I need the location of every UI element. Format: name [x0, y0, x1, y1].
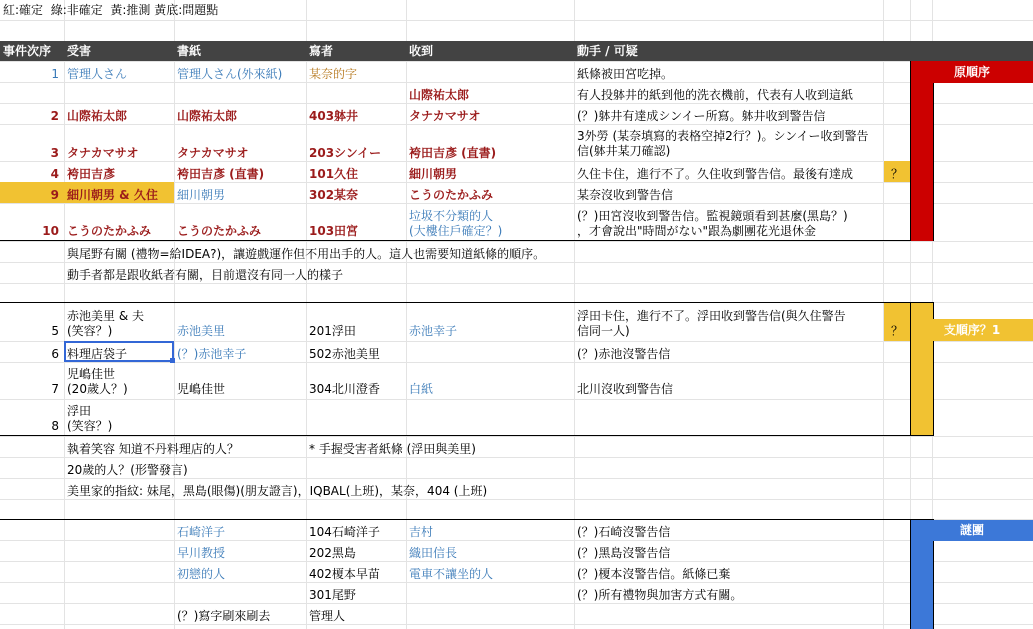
receiver-cell[interactable]: 白紙: [409, 382, 434, 396]
legend-green: 綠:非確定: [50, 2, 103, 17]
victim-cell[interactable]: 赤池美里 & 夫 (笑容？): [67, 309, 144, 338]
writer-cell[interactable]: 502赤池美里: [309, 347, 380, 361]
receiver-cell[interactable]: 電車不讓坐的人: [409, 567, 494, 581]
table-row: [0, 161, 1033, 182]
note-cell[interactable]: 美里家的指紋: 妹尾，黑島(眼傷)(朋友證言)，IQBAL(上班)，某奈，404 (上班): [67, 484, 488, 498]
letter-cell[interactable]: (？)赤池幸子: [177, 347, 247, 361]
writer-cell[interactable]: 管理人: [309, 609, 346, 623]
receiver-cell[interactable]: こうのたかふみ: [409, 188, 494, 202]
order-cell[interactable]: 1: [51, 67, 59, 81]
letter-cell[interactable]: タナカマサオ: [177, 146, 249, 160]
header-receiver[interactable]: 收到: [409, 43, 434, 58]
selected-cell[interactable]: 料理店袋子: [64, 341, 174, 362]
actor-cell[interactable]: (？)田宮沒收到警告信。監視鏡頭看到甚麼(黑島？) ，才會說出"時間がない"跟為劇團花光退休金: [577, 209, 848, 238]
legend-red: 紅:確定: [3, 2, 44, 17]
writer-cell[interactable]: 304北川澄香: [309, 382, 380, 396]
table-row: [0, 61, 1033, 82]
actor-cell[interactable]: 有人投躰井的紙到他的洗衣機前，代表有人收到這紙: [577, 88, 854, 102]
letter-cell[interactable]: 細川朝男: [177, 188, 226, 202]
letter-cell[interactable]: 管理人さん(外來紙): [177, 67, 283, 81]
note-row: [0, 262, 1033, 283]
writer-cell[interactable]: 301尾野: [309, 588, 356, 602]
order-cell[interactable]: 9: [0, 182, 64, 203]
header-letter[interactable]: 書紙: [177, 43, 202, 58]
note-cell[interactable]: 與尾野有關 (禮物=給IDEA?)，讓遊戲運作但不用出手的人。這人也需要知道紙條的順序。: [67, 247, 546, 261]
actor-cell[interactable]: (？)石崎沒警告信: [577, 525, 671, 539]
header-order[interactable]: 事件次序: [3, 43, 52, 58]
section-label-original-order[interactable]: 原順序: [911, 61, 1033, 83]
writer-cell[interactable]: 302某奈: [309, 188, 359, 202]
writer-cell[interactable]: 103田宮: [309, 224, 359, 238]
table-row: [0, 203, 1033, 241]
section-label-mystery[interactable]: 謎團: [911, 520, 1033, 541]
note-row: [0, 241, 1033, 262]
receiver-cell[interactable]: タナカマサオ: [409, 109, 481, 123]
receiver-cell[interactable]: 吉村: [409, 525, 434, 539]
note-row: [0, 436, 1033, 457]
writer-cell[interactable]: 202黑島: [309, 546, 356, 560]
actor-cell[interactable]: 北川沒收到警告信: [577, 382, 674, 396]
table-row: [0, 124, 1033, 161]
letter-cell[interactable]: 山際祐太郎: [177, 109, 238, 123]
table-row: [0, 582, 1033, 603]
question-cell[interactable]: ？: [884, 303, 910, 341]
letter-cell[interactable]: 袴田吉彥 (直書): [177, 167, 265, 181]
writer-cell[interactable]: 203シンイー: [309, 146, 382, 160]
receiver-cell[interactable]: 山際祐太郎: [409, 88, 470, 102]
header-writer[interactable]: 寫者: [309, 43, 334, 58]
note-cell[interactable]: * 手握受害者紙條 (浮田與美里): [309, 442, 476, 456]
letter-cell[interactable]: 児嶋佳世: [177, 382, 226, 396]
actor-cell[interactable]: 久住卡住，進行不了。久住收到警告信。最後有達成: [577, 167, 854, 181]
table-row: [0, 362, 1033, 399]
writer-cell[interactable]: 403躰井: [309, 109, 359, 123]
letter-cell[interactable]: (？)寫字刷來刷去: [177, 609, 271, 623]
actor-cell[interactable]: (？)赤池沒警告信: [577, 347, 671, 361]
table-row: [0, 303, 1033, 341]
legend-yellow: 黃:推測: [110, 2, 151, 17]
note-row: [0, 478, 1033, 499]
order-cell[interactable]: 7: [51, 382, 59, 396]
table-row: [0, 603, 1033, 624]
receiver-cell[interactable]: 袴田吉彥 (直書): [409, 146, 497, 160]
note-row: [0, 457, 1033, 478]
letter-cell[interactable]: 早川教授: [177, 546, 226, 560]
table-row: [0, 341, 1033, 362]
table-row: [0, 82, 1033, 103]
note-cell[interactable]: 20歲的人？(形警發言): [67, 463, 188, 477]
victim-cell[interactable]: こうのたかふみ: [67, 224, 152, 238]
letter-cell[interactable]: 初戀的人: [177, 567, 226, 581]
header-victim[interactable]: 受害: [67, 43, 92, 58]
letter-cell[interactable]: 石崎洋子: [177, 525, 226, 539]
table-row: [0, 399, 1033, 436]
table-row: [0, 520, 1033, 540]
receiver-cell[interactable]: 赤池幸子: [409, 324, 458, 338]
table-row: [0, 540, 1033, 561]
order-cell[interactable]: 6: [51, 347, 59, 361]
writer-cell[interactable]: 402榎本早苗: [309, 567, 380, 581]
writer-cell[interactable]: 某奈的字: [309, 67, 358, 81]
letter-cell[interactable]: 赤池美里: [177, 324, 226, 338]
actor-cell[interactable]: 某奈沒收到警告信: [577, 188, 674, 202]
header-row: [0, 41, 1033, 61]
actor-cell[interactable]: (？)所有禮物與加害方式有關。: [577, 588, 743, 602]
order-cell[interactable]: 3: [50, 146, 59, 160]
writer-cell[interactable]: 104石崎洋子: [309, 525, 380, 539]
receiver-cell[interactable]: 垃圾不分類的人 (大樓住戶確定？): [409, 209, 503, 238]
table-row: [0, 103, 1033, 124]
note-cell[interactable]: 動手者都是跟收紙者有關，目前還沒有同一人的樣子: [67, 268, 344, 282]
order-cell[interactable]: 2: [50, 109, 59, 123]
table-row: [0, 182, 1033, 203]
actor-cell[interactable]: (？)黑島沒警告信: [577, 546, 671, 560]
order-cell[interactable]: 8: [51, 419, 59, 433]
note-cell[interactable]: 執着笑容 知道不丹料理店的人？: [67, 442, 239, 456]
section-label-branch-order[interactable]: 支順序？1: [911, 319, 1033, 341]
actor-cell[interactable]: (？)榎本沒警告信。紙條已棄: [577, 567, 731, 581]
victim-cell[interactable]: 山際祐太郎: [67, 109, 128, 123]
order-cell[interactable]: 5: [51, 324, 59, 338]
table-row: [0, 561, 1033, 582]
victim-cell[interactable]: 浮田 (笑容？): [67, 404, 113, 433]
victim-cell[interactable]: 管理人さん: [67, 67, 128, 81]
writer-cell[interactable]: 201浮田: [309, 324, 356, 338]
victim-cell[interactable]: 細川朝男 & 久住: [64, 182, 174, 203]
receiver-cell[interactable]: 細川朝男: [409, 167, 458, 181]
actor-cell[interactable]: (？)躰井有達成シンイー所寫。躰井收到警告信: [577, 109, 826, 123]
actor-cell[interactable]: 浮田卡住，進行不了。浮田收到警告信(與久住警告 信同一人): [577, 309, 846, 338]
order-cell[interactable]: 10: [42, 224, 59, 238]
actor-cell[interactable]: 紙條被田宮吃掉。: [577, 67, 674, 81]
question-cell[interactable]: ？: [884, 161, 910, 182]
victim-cell[interactable]: タナカマサオ: [67, 146, 139, 160]
legend-row: [0, 0, 1033, 20]
header-actor[interactable]: 動手 / 可疑: [577, 43, 638, 58]
victim-cell[interactable]: 袴田吉彥: [67, 167, 116, 181]
letter-cell[interactable]: こうのたかふみ: [177, 224, 262, 238]
legend-yellowbg: 黃底:問題點: [154, 2, 219, 17]
order-cell[interactable]: 4: [50, 167, 59, 181]
actor-cell[interactable]: 3外勞 (某奈填寫的表格空掉2行？)。シンイー收到警告信(躰井某刀確認): [577, 129, 869, 158]
receiver-cell[interactable]: 織田信長: [409, 546, 458, 560]
victim-cell[interactable]: 児嶋佳世 (20歲人？): [67, 367, 128, 396]
writer-cell[interactable]: 101久住: [309, 167, 359, 181]
